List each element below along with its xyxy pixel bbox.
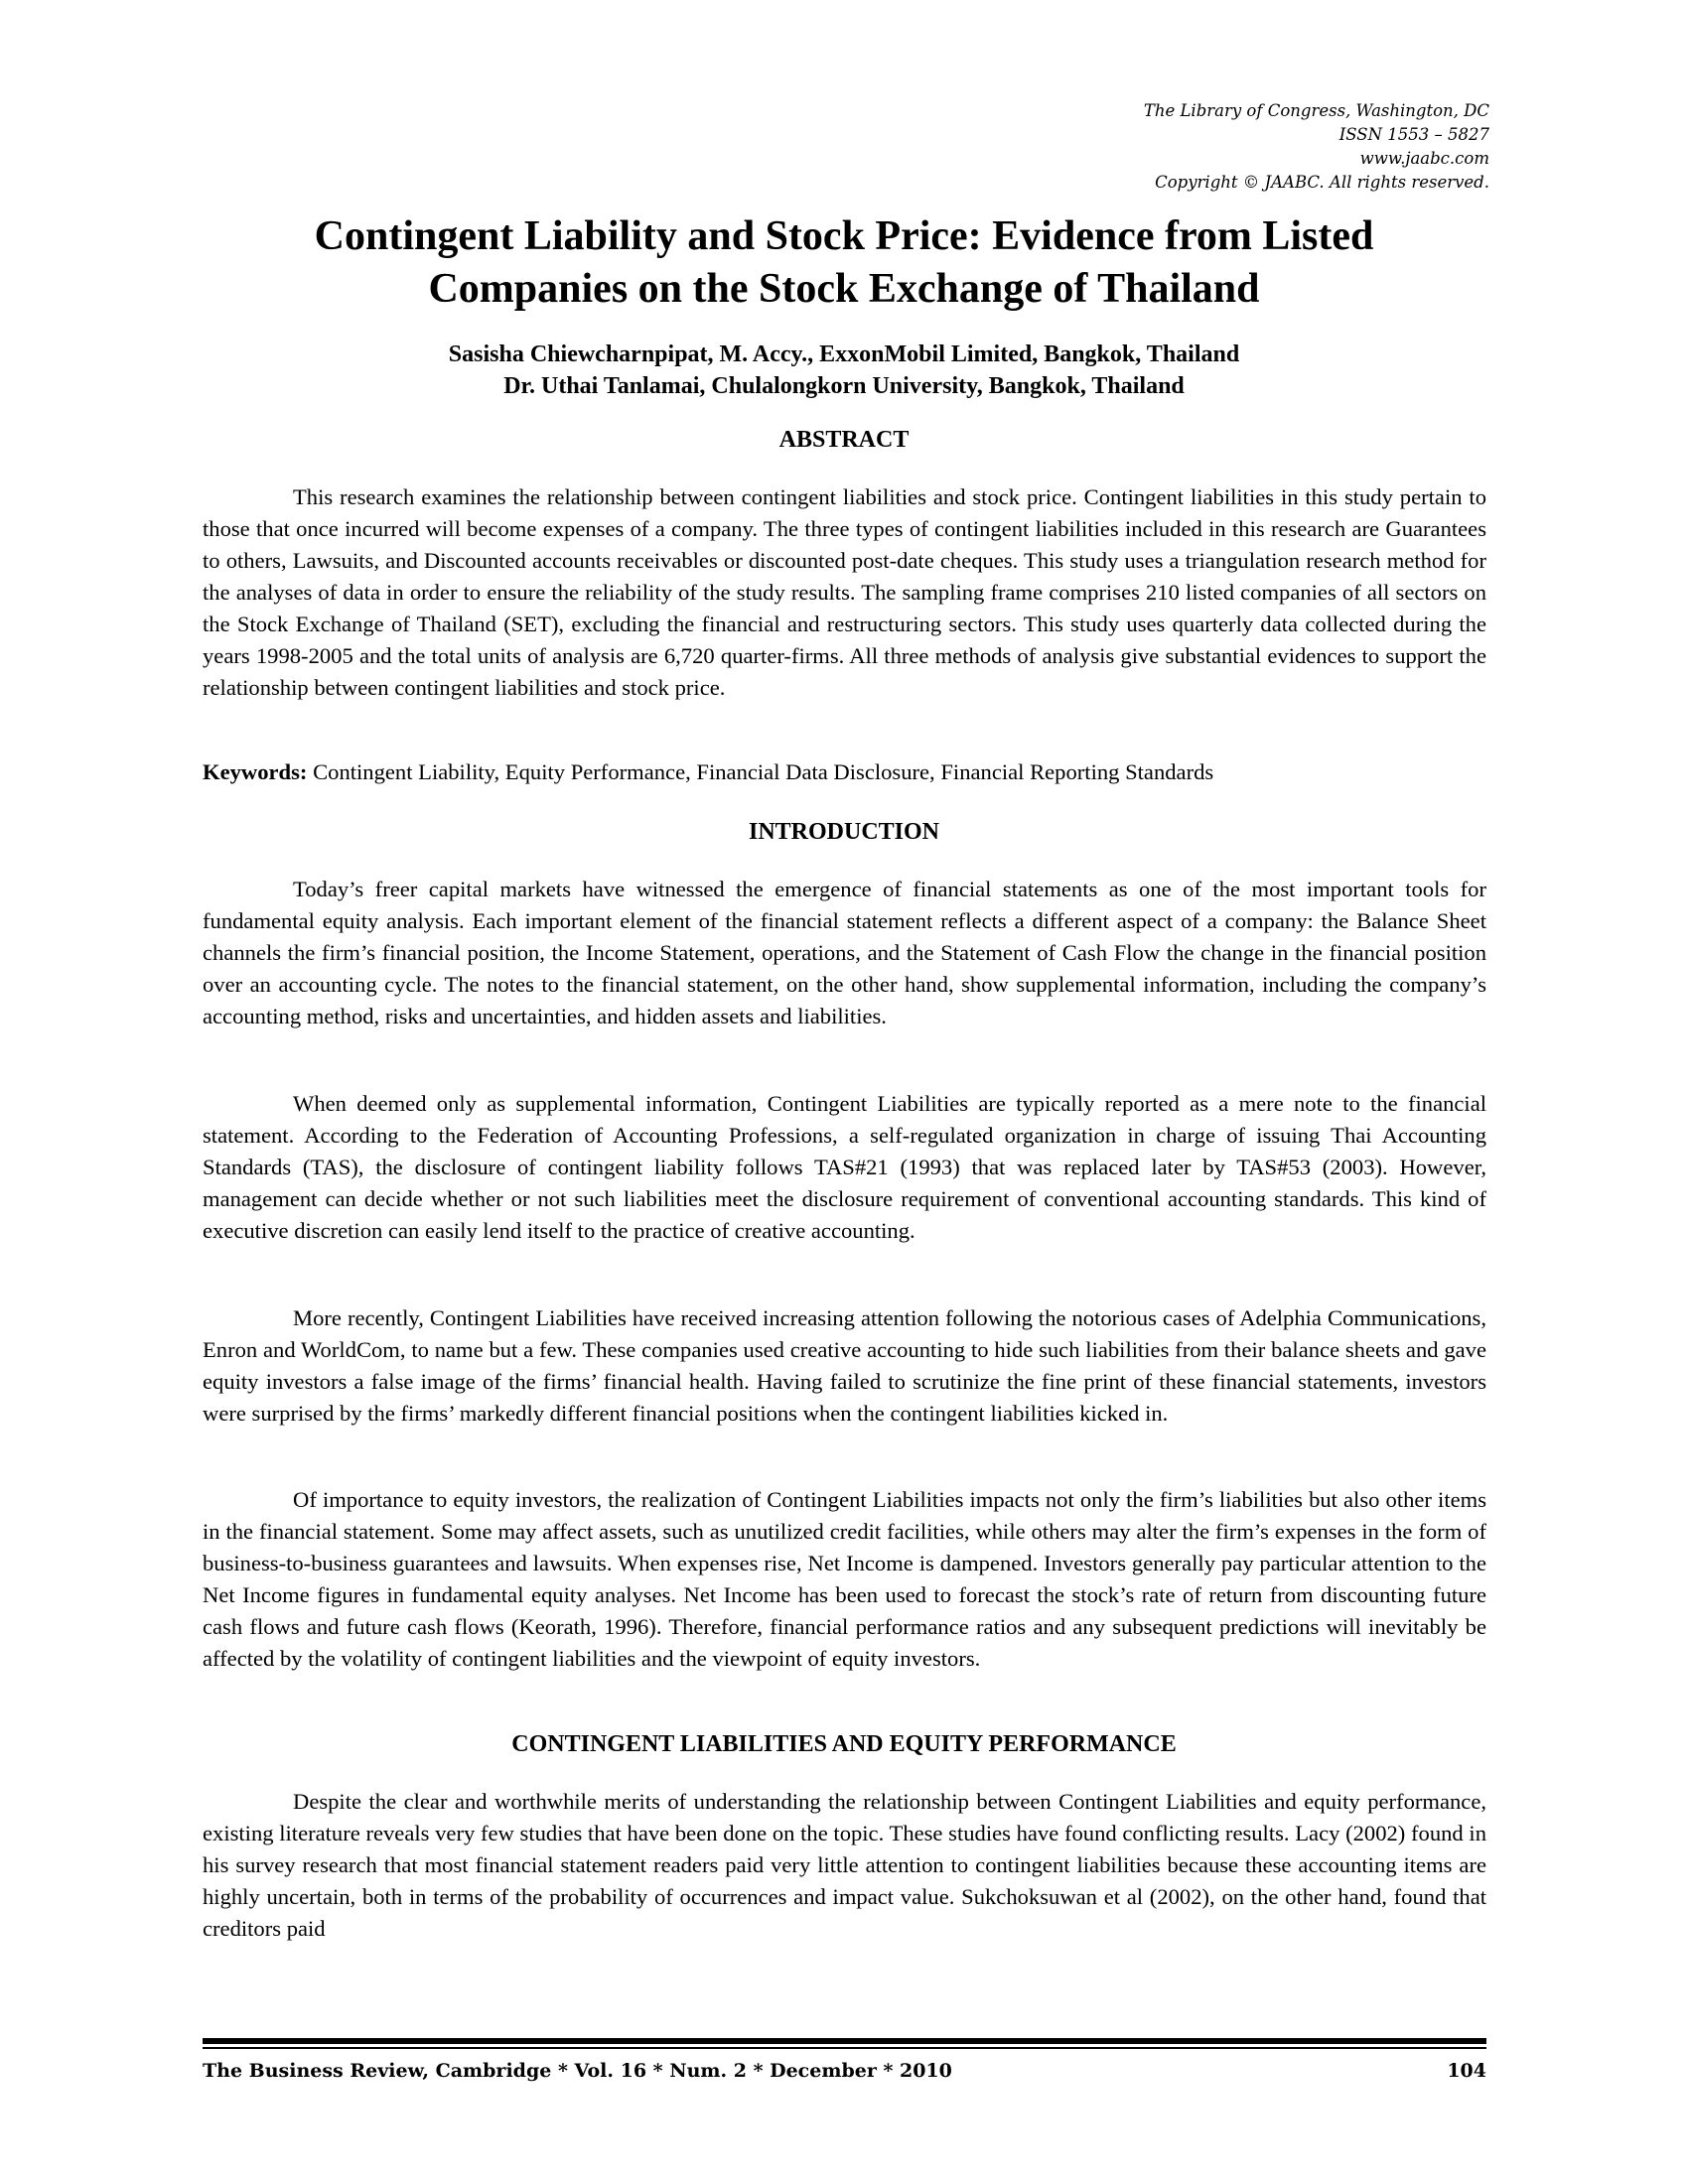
intro-paragraph-1: Today’s freer capital markets have witnessed the emergence of financial statements as one of the most important tools for fundamental equity analysis. Each important element of the financial statement reflects a different aspect of a company: the Balance Sheet channels the firm’s financial position, the Income Statement, operations, and the Statement of Cash Flow the change in the financial position over an accounting cycle. The notes to the financial statement, on the other hand, show supplemental information, including the company’s accounting method, risks and uncertainties, and hidden assets and liabilities. [203, 877, 1486, 1028]
footer-journal-info: The Business Review, Cambridge * Vol. 16 * Num. 2 * December * 2010 [203, 2060, 952, 2082]
author-2: Dr. Uthai Tanlamai, Chulalongkorn University, Bangkok, Thailand [503, 373, 1185, 399]
intro-paragraph-3: More recently, Contingent Liabilities have received increasing attention following the notorious cases of Adelphia Communications, Enron and WorldCom, to name but a few. These companies used creative accounting to hide such liabilities from their balance sheets and gave equity investors a false image of the firms’ financial health. Having failed to scrutinize the fine print of these financial statements, investors were surprised by the firms’ markedly different financial positions when the contingent liabilities kicked in. [203, 1305, 1486, 1426]
section2-paragraph-1: Despite the clear and worthwhile merits of understanding the relationship between Contingent Liabilities and equity performance, existing literature reveals very few studies that have been done on the topic. These studies have found conflicting results. Lacy (2002) found in his survey research that most financial statement readers paid very little attention to contingent liabilities because these accounting items are highly uncertain, both in terms of the probability of occurrences and impact value. Sukchoksuwan et al (2002), on the other hand, found that creditors paid [203, 1789, 1486, 1941]
author-1: Sasisha Chiewcharnpipat, M. Accy., ExxonMobil Limited, Bangkok, Thailand [448, 341, 1240, 367]
footer-divider-thick [203, 2038, 1486, 2044]
section-heading-contingent-liabilities: CONTINGENT LIABILITIES AND EQUITY PERFORMANCE [511, 1731, 1177, 1757]
keywords-label: Keywords: [203, 759, 308, 784]
intro-paragraph-4: Of importance to equity investors, the realization of Contingent Liabilities impacts not only the firm’s liabilities but also other items in the financial statement. Some may affect assets, such as unutilized credit facilities, while others may alter the firm’s expenses in the form of business-to-business guarantees and lawsuits. When expenses rise, Net Income is dampened. Investors generally pay particular attention to the Net Income figures in fundamental equity analyses. Net Income has been used to forecast the stock’s rate of return from discounting future cash flows and future cash flows (Keorath, 1996). Therefore, financial performance ratios and any subsequent predictions will inevitably be affected by the volatility of contingent liabilities and the viewpoint of equity investors. [203, 1487, 1486, 1671]
intro-paragraph-2: When deemed only as supplemental information, Contingent Liabilities are typically reported as a mere note to the financial statement. According to the Federation of Accounting Professions, a self-regulated organization in charge of issuing Thai Accounting Standards (TAS), the disclosure of contingent liability follows TAS#21 (1993) that was replaced later by TAS#53 (2003). However, management can decide whether or not such liabilities meet the disclosure requirement of conventional accounting standards. This kind of executive discretion can easily lend itself to the practice of creative accounting. [203, 1091, 1486, 1243]
publisher-line: The Library of Congress, Washington, DC [1143, 101, 1489, 120]
footer-divider-thin [203, 2047, 1486, 2049]
abstract-text: This research examines the relationship between contingent liabilities and stock price. Contingent liabilities in this study pertain to those that once incurred will become expenses of a company. The three types of contingent liabilities included in this research are Guarantees to others, Lawsuits, and Discounted accounts receivables or discounted post-date cheques. This study uses a triangulation research method for the analyses of data in order to ensure the reliability of the study results. The sampling frame comprises 210 listed companies of all sectors on the Stock Exchange of Thailand (SET), excluding the financial and restructuring sectors. This study uses quarterly data collected during the years 1998-2005 and the total units of analysis are 6,720 quarter-firms. All three methods of analysis give substantial evidences to support the relationship between contingent liabilities and stock price. [203, 484, 1486, 700]
author-list [199, 339, 1489, 402]
title-line-1: Contingent Liability and Stock Price: Evidence from Listed [314, 213, 1374, 259]
copyright-line: Copyright © JAABC. All rights reserved. [1155, 173, 1489, 192]
introduction-heading: INTRODUCTION [748, 819, 940, 845]
paper-title [199, 210, 1489, 316]
abstract-heading: ABSTRACT [778, 427, 910, 453]
issn-line: ISSN 1553 – 5827 [1338, 125, 1489, 144]
keywords-text: Contingent Liability, Equity Performance, Financial Data Disclosure, Financial Reporting Standards [313, 759, 1214, 784]
page-number: 104 [1447, 2060, 1486, 2082]
keywords-line [203, 756, 1486, 788]
title-line-2: Companies on the Stock Exchange of Thailand [428, 266, 1260, 312]
publisher-info [794, 99, 1489, 195]
website-line: www.jaabc.com [1359, 149, 1489, 168]
